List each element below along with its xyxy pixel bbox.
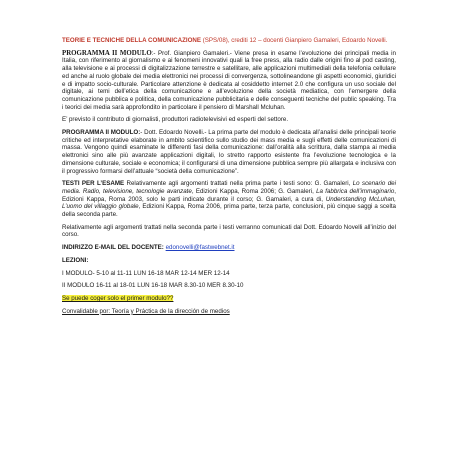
course-credits: (SPS/08), crediti 12 – docenti Gianpiero Gamaleri, Edoardo Novelli. [201, 37, 388, 44]
lessons-module2: II MODULO 16-11 al 18-01 LUN 16-18 MAR 8.30-10 MER 8.30-10 [62, 282, 244, 290]
module2-label: PROGRAMMA II MODULO: [62, 129, 141, 137]
exam-text-2: , Edizioni Kappa, Roma 2006; G. Gamaleri, [191, 187, 317, 195]
module2-text: - Dott. Edoardo Novelli.- La prima parte del modulo è dedicata all’analisi delle principali teorie critiche ed interpretative elaborate in ambito scientifico sullo studio dei mass media e sugli effetti delle comunicazioni di massa. Vengono quindi esaminate le differenti fasi della comunicazione: dall’oralità alla scrittura, dalla stampa ai media elettronici sino alle più avanzate applicazioni digitali, lo stretto rapporto esistente fra l’evoluzione tecnologica e la dimensione culturale, sociale e economica; il configurarsi di una dimensione pubblica sempre più allargata e inclusiva con il progressivo formarsi dell’attuale “società della comunicazione”. [62, 129, 396, 175]
exam-text-1: Relativamente agli argomenti trattati nella prima parte i testi sono: G. Gamaleri, [124, 180, 353, 188]
exam-text-4: , Edizioni Kappa, Roma 2006, prima parte, terza parte, conclusioni, più cinque saggi a scelta della seconda parte. [62, 203, 396, 219]
module2-paragraph [62, 129, 396, 175]
module1-label: PROGRAMMA II MODULO [62, 49, 152, 57]
exam-label: TESTI PER L’ESAME [62, 180, 125, 188]
module1-paragraph [62, 50, 396, 112]
course-title: TEORIE E TECNICHE DELLA COMUNICAZIONE [62, 37, 201, 44]
module1-text: :- Prof. Gianpiero Gamaleri.- Viene presa in esame l’evoluzione dei principali media in Italia, con riferimento al giornalismo e ai fenomeni innovativi quali la free press, alla radio dalle origini fino al pod casting, alla televisione e ai processi di digitalizzazione terrestre e satellitare, alle applicazioni multimediali della telefonia cellulare ed anche al ruolo globale dei media elettronici nei processi di convergenza, sottolineandone gli aspetti economici, giuridici e di impatto socio-culturale. Particolare attenzione è dedicata al cosiddetto internet 2.0 che configura un uso sociale del digitale, ai temi dell’etica della comunicazione e all’evoluzione della società mediatica, con l’emergere della comunicazione pubblica e politica, della comunicazione pubblicitaria e delle conseguenti tecniche del public speaking. Tra i teorici dei media sarà approfondito in particolare il pensiero di Marshall Mcluhan. [62, 49, 396, 111]
convalidable-paragraph [62, 308, 396, 316]
highlighted-question: Se puede coger solo el primer modulo?? [62, 294, 174, 302]
question-paragraph [62, 295, 396, 303]
email-paragraph [62, 244, 396, 252]
convalidable-text: Convalidable por: Teoría y Práctica de la dirección de medios [62, 307, 230, 315]
exam-book-2: La fabbrica dell’immaginario [316, 187, 395, 195]
lessons-label: LEZIONI: [62, 256, 89, 264]
exam-book-1: Lo scenario dei media. Radio, televisione, tecnologie avanzate [62, 180, 396, 195]
lessons-module1: I MODULO- 5-10 al 11-11 LUN 16-18 MAR 12-14 MER 12-14 [62, 269, 230, 277]
course-header [62, 37, 396, 45]
email-label: INDIRIZZO E-MAIL DEL DOCENTE: [62, 244, 164, 252]
email-link[interactable]: edonovelli@fastwebnet.it [165, 244, 235, 252]
exam-book-3: Understanding McLuhan, L’uomo del villaggio globale [62, 195, 396, 211]
exam-text-3: , Edizioni Kappa, Roma 2003, solo le parti indicate durante il corso; G. Gamaleri, a cura di, [62, 187, 396, 203]
contrib-paragraph: E’ previsto il contributo di giornalisti, produttori radiotelevisivi ed esperti del settore. [62, 116, 289, 124]
second-part-paragraph: Relativamente agli argomenti trattati nella seconda parte i testi verranno comunicati dal Dott. Edoardo Novelli all’inizio del corso. [62, 223, 396, 239]
exam-paragraph [62, 180, 396, 219]
